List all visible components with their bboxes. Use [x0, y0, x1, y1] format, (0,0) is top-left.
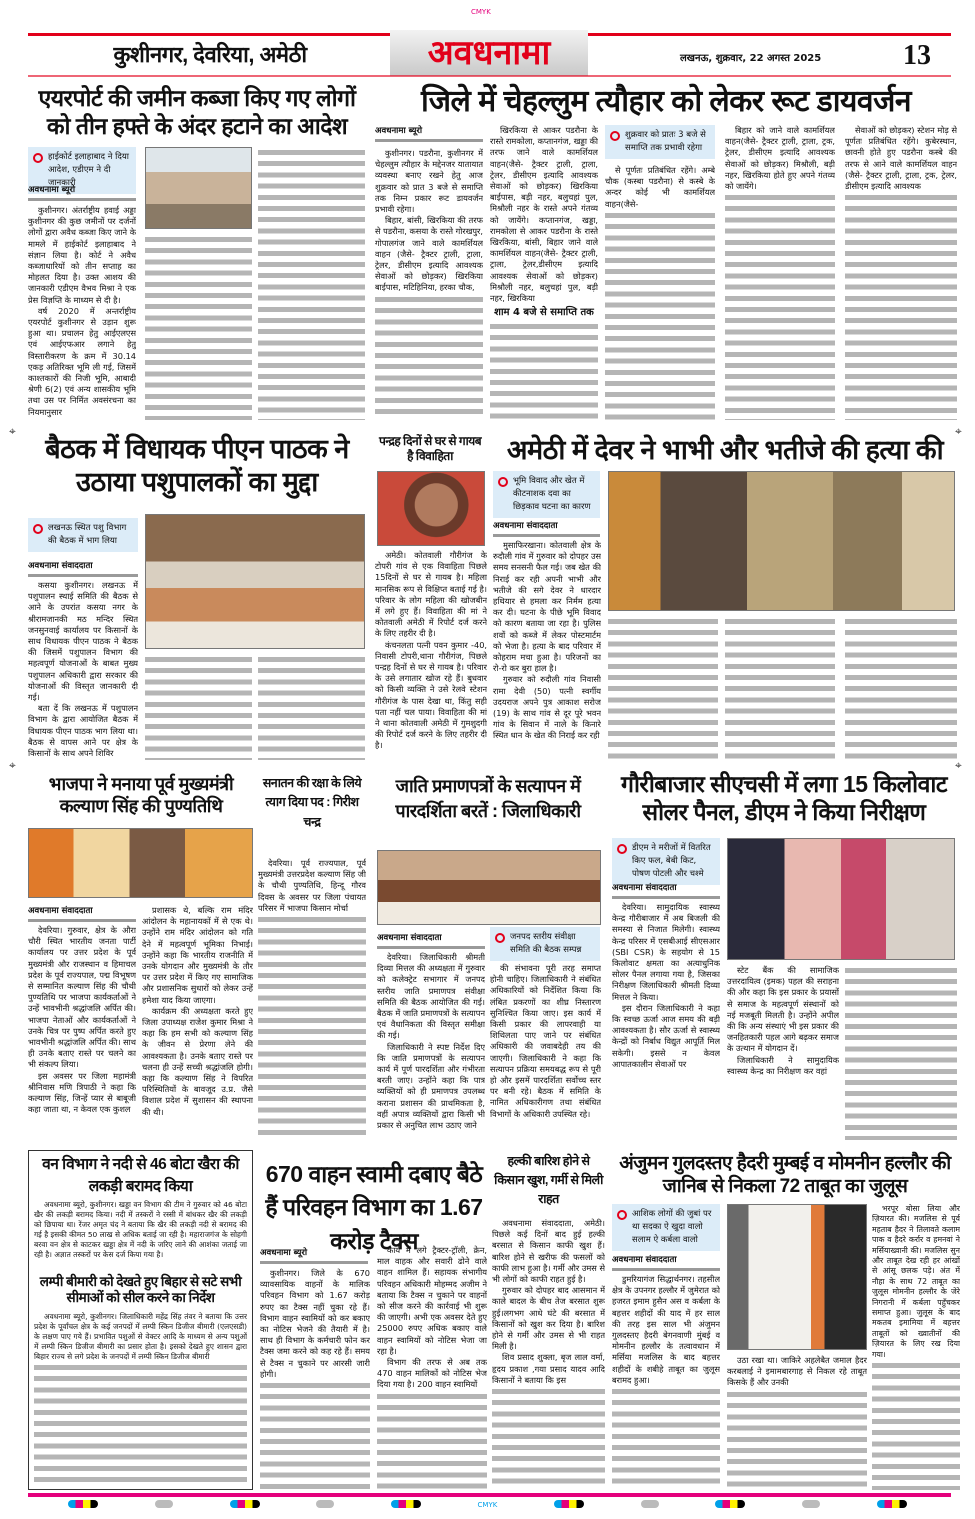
murder-byline: अवधनामा संवाददाता	[493, 520, 600, 537]
caste-highlight	[490, 927, 600, 961]
bjp-headline: भाजपा ने मनाया पूर्व मुख्यमंत्री कल्याण सिंह की पुण्यतिथि	[48, 774, 234, 816]
solar-body-col3	[845, 965, 957, 1140]
highlight-text: भूमि विवाद और खेत में कीटनाशक दवा का छिड़काव घटना का कारण	[513, 476, 591, 512]
body-text-texture	[258, 914, 366, 1140]
paragraph: अमेठी। कोतवाली गौरीगंज के टोपरी गांव से एक विवाहिता पिछले 15दिनों से घर से गायब है। महिला मानसिक रूप से विक्षिप्त बताई गई है। परिवार के लोग महिला की खोजबीन में लगे हुए हैं। विवाहिता की मां ने कोतवाली अमेठी में रिपोर्ट दर्ज करने के लिए तहरीर दी है।	[375, 550, 487, 639]
murder-headline: अमेठी में देवर ने भाभी और भतीजे की हत्या की	[506, 435, 944, 465]
chehlum-body-col3	[605, 165, 715, 420]
high-court-photo	[145, 147, 252, 229]
caste-body-col2	[490, 963, 601, 1140]
collectorate-meeting-photo	[377, 850, 601, 925]
highlight-text: शुक्रवार को प्रातः 3 बजे से समाप्ति तक प्रभावी रहेगा	[625, 130, 706, 153]
body-text-texture	[34, 1362, 247, 1484]
gray-patch-icon	[802, 1500, 820, 1508]
paragraph: शिव प्रसाद शुक्ला, बृज लाल वर्मा, हृदय प्रकाश ,गया प्रसाद यादव आदि किसानों ने बताया कि इस	[492, 1352, 605, 1385]
sanatan-headline: सनातन की रक्षा के लिये त्याग दिया पद : गिरीश चन्द्र	[262, 776, 362, 829]
airport-body-col1	[28, 205, 136, 420]
chehlum-body-col1	[375, 148, 483, 420]
paragraph: बिहार को जाने वाले कामर्शियल वाहन(जैसे- ट्रैक्टर ट्राली, ट्राला, ट्रक, ट्रेलर, डीसीएम इत्यादि आवश्यक सेवाओं को छोड़कर) मिश्रौली, बड़ी नहर, खिरकिया होते हुए अपने गंतव्य को जायेंगे।	[725, 125, 835, 192]
solar-body-col1	[612, 902, 720, 1140]
airport-headline: एयरपोर्ट की जमीन कब्जा किए गए लोगों को तीन हफ्ते के अंदर हटाने का आदेश	[38, 85, 356, 140]
paragraph: गुरुवार को रुदौली गांव निवासी रामा देवी (50) पत्नी स्वर्गीय उदयराज अपने पुत्र आकाश सरोज (19) के साथ गांव से दूर पूरे भवन गांव के सिवान में नाले के किनारे स्थित धान के खेत की निराई कर रही	[493, 674, 601, 741]
solar-body-col2	[727, 965, 839, 1140]
airport-byline: अवधनामा ब्यूरो	[28, 184, 136, 201]
body-text-texture	[845, 192, 957, 420]
tabut-body-col1	[612, 1274, 720, 1490]
chehlum-headline: जिले में चेहल्लुम त्यौहार को लेकर रूट डायवर्जन	[421, 85, 911, 118]
paragraph: की संभावना पूरी तरह समाप्त होनी चाहिए। जिलाधिकारी ने संबंधित अधिकारियों को निर्देशित किया कि लंबित प्रकरणों का शीघ्र निस्तारण सुनिश्चित किया जाए। इस कार्य में किसी प्रकार की लापरवाही या शिथिलता पाए जाने पर संबंधित अधिकारी की जवाबदेही तय की जाएगी। जिलाधिकारी ने कहा कि सत्यापन प्रक्रिया समयबद्ध रूप से पूरी हो और इसमें पारदर्शिता सर्वोच्च स्तर पर बनी रहे। बैठक में समिति के नामित अधिकारीगण तथा संबंधित विभागों के अधिकारी उपस्थित रहे।	[490, 963, 601, 1119]
tabut-headline: अंजुमन गुलदस्तए हैदरी मुम्बई व मोमनीन हल्लौर की जानिब से निकला 72 ताबूत का जुलूस	[619, 1153, 951, 1198]
meeting-photo	[145, 514, 365, 649]
bjp-body-col1	[28, 925, 136, 1140]
gray-patch-icon	[155, 1500, 173, 1508]
paragraph: खिरकिया से आकर पडरौना के रास्ते रामकोला, कप्तानगंज, खड्डा की तरफ जाने वाले कामर्शियल वाहन(जैसे- ट्रैक्टर ट्राली, ट्राला, ट्रेलर, डीसीएम इत्यादि आवश्यक सेवाओं को छोड़कर) खिरकिया बाईपास, बड़ी नहर, बलुचहां पुल, मिश्रौली नहर के रास्ते अपने गंतव्य को जायेंगे। कप्तानगंज, खड्डा, रामकोला से आकर पडरौना के रास्ते खिरकिया, बांसी, बिहार जाने वाले कामर्शियल वाहन(जैसे- ट्रैक्टर ट्राली, ट्राला, ट्रेलर,डीसीएम इत्यादि आवश्यक सेवाओं को छोड़कर) मिश्रौली नहर, बलुचहां पुल, बड़ी नहर, खिरकिया	[490, 125, 598, 304]
gray-patch-icon	[316, 1500, 334, 1508]
paragraph: कार्यक्रम की अध्यक्षता करते हुए जिला उपाध्यक्ष राजेश कुमार मिश्रा ने कहा कि हम सभी को कल्याण सिंह के जीवन से प्रेरणा लेने की आवश्यकता है। उनके बताए रास्ते पर चलना ही उन्हें सच्ची श्रद्धांजलि होगी। कहा कि कल्याण सिंह ने विपरित परिस्थितियों के बावजूद उ.प्र. जैसे विशाल प्रदेश में सुशासन की स्थापना की थी।	[142, 1005, 253, 1117]
body-text-texture	[490, 321, 598, 420]
murder-body-col3	[725, 616, 835, 760]
cmyk-dots-icon	[554, 1500, 584, 1508]
pathak-highlight	[28, 518, 138, 552]
red-circle-icon	[617, 844, 627, 854]
registration-mark-icon: ⌖	[955, 758, 962, 772]
airport-body-col2	[145, 234, 252, 420]
paragraph: जिलाधिकारी ने सामुदायिक स्वास्थ्य केन्द्र का निरीक्षण कर वहां	[727, 1054, 839, 1076]
highlight-text: लखनऊ स्थित पशु विभाग की बैठक में भाग लिया	[48, 523, 127, 546]
red-circle-icon	[610, 131, 620, 141]
cmyk-mark-bottom: CMYK	[477, 1501, 498, 1509]
tax-headline: 670 वाहन स्वामी दबाए बैठे हैं परिवहन विभाग का 1.67 करोड़ टैक्स	[265, 1161, 483, 1254]
dm-inspection-photo	[727, 838, 955, 960]
missing-woman-photo	[377, 471, 485, 546]
highlight-text: डीएम ने मरीजों में वितरित किए फल, बेबी किट, पोषण पोटली और चश्मे	[632, 843, 711, 879]
chehlum-byline: अवधनामा ब्यूरो	[375, 125, 483, 142]
body-text-texture	[845, 965, 957, 1140]
logo-text: अवधनामा	[427, 34, 551, 72]
body-text-texture	[258, 654, 365, 760]
solar-headline: गौरीबाजार सीएचसी में लगा 15 किलोवाट सोलर पैनल, डीएम ने किया निरीक्षण	[621, 771, 947, 826]
body-text-texture	[605, 210, 715, 420]
paragraph: गुरुवार को दोपहर बाद आसमान में काले बादल के बीच तेज बरसात शुरू हुई।लगभग आधे घंटे की बरसात में किसानों को खुश कर दिया है। बारिश होने से गर्मी और उमस से भी राहत मिली है।	[492, 1285, 605, 1352]
highlight-text: जनपद स्तरीय संवीक्षा समिति की बैठक सम्पन्न	[510, 932, 582, 955]
body-text-texture	[492, 1386, 605, 1490]
cmyk-dots-icon	[68, 1500, 98, 1508]
rain-headline: हल्की बारिश होने से किसान खुश, गर्मी से मिली राहत	[494, 1154, 603, 1206]
body-text-texture	[258, 147, 365, 420]
chehlum-body-col5	[845, 125, 957, 420]
chehlum-highlight	[605, 125, 715, 159]
paragraph: भरपूर बोसा लिया और ज़ियारत की। मजलिस से पूर्व महताब हैदर ने तिलावते कलाम पाक व हैदरे कर्रार व हमनवां ने मर्सियाख्वानी की। मजलिस सुन और ताबूत देख रही हर आंखों से आंसू छलक पड़े। अंत में नौहा के साथ 72 ताबूत का जुलूस मोमनीन हल्लौर के जेरे निगरानी में कर्बला पहुँचकर समाप्त हुआ। जुलूस के बाद मकतब इमामिया में बहत्तर ताबूतों को ख्वातीनों की ज़ियारत के लिए रख दिया गया।	[872, 1204, 960, 1359]
paragraph: इस दौरान जिलाधिकारी ने कहा कि स्वच्छ ऊर्जा आज समय की बड़ी आवश्यकता है। सौर ऊर्जा से स्वास्थ्य केन्द्रों को निर्बाध विद्युत आपूर्ति मिल सकेगी। इससे न केवल आपातकालीन सेवाओं पर	[612, 1002, 720, 1069]
registration-mark-icon: ⌖	[955, 424, 962, 438]
tabut-highlight	[612, 1204, 720, 1251]
paragraph: विभाग की तरफ से अब तक 470 वाहन मालिकों को नोटिस भेज दिया गया है। 200 वाहन स्वामियों	[377, 1357, 487, 1390]
murder-body-col4	[845, 616, 957, 760]
chehlum-subhead: शाम 4 बजे से समाप्ति तक	[494, 307, 594, 319]
tabut-body-col3	[872, 1204, 960, 1490]
forest-body	[34, 1200, 247, 1270]
murder-highlight	[493, 471, 600, 518]
lumpy-headline: लम्पी बीमारी को देखते हुए बिहार से सटे सभी सीमाओं को सील करने का निर्देश	[39, 1274, 242, 1306]
paragraph: बता दें कि लखनऊ में पशुपालन विभाग के द्वारा आयोजित बैठक में विधायक पीएन पाठक भाग लिया था। बैठक से वापस आने पर क्षेत्र के किसानों के साथ अपने शिविर	[28, 703, 138, 759]
solar-byline: अवधनामा संवाददाता	[612, 882, 720, 899]
highlight-text: आशिक लोगों की जुबां पर था सदका ऐ खुदा वालो सलाम ऐ कर्बला वालो	[632, 1209, 712, 1245]
body-text-texture	[377, 1391, 487, 1490]
paragraph: बिहार, बांसी, खिरकिया की तरफ से पडरौना, कसया के रास्ते गोरखपुर, गोपालगंज जाने वाले कामर्शियल वाहन (जैसे- ट्रैक्टर ट्राली, ट्राला, ट्रेलर, डीसीएम इत्यादि आवश्यक सेवाओं को छोड़कर) खिरकिया बाईपास, मटिहिनिया, हरका चौक,	[375, 215, 483, 293]
body-text-texture	[727, 1389, 867, 1490]
tabut-byline: अवधनामा संवाददाता	[612, 1254, 720, 1271]
registration-mark-icon: ⌖	[9, 424, 16, 438]
footer-rule	[28, 1493, 951, 1497]
paragraph: अवधनामा ब्यूरो, कुशीनगर। खड्डा वन विभाग की टीम ने गुरुवार को 46 बोटा खैर की लकड़ी बरामद किया। नदी में तस्करों ने रस्सी में बांधकर खैर की लकड़ी को छिपाया था। रेंजर अमृत चंद ने बताया कि खैर की लकड़ी नदी से बरामद की गई है इसकी कीमत 50 लाख से अधिक बताई जा रही है। महाराजगंज के सोहगी बरवा वन क्षेत्र से काटकर खड्डा क्षेत्र में नदी के जरिए लाने की आशंका जताई जा रही है। अज्ञात तस्करों पर केस दर्ज किया गया है।	[34, 1200, 247, 1259]
body-text-texture	[612, 1386, 720, 1490]
registration-mark-icon: ⌖	[9, 758, 16, 772]
paragraph: डुमरियागंज सिद्धार्थनगर। तहसील क्षेत्र के उपनगर हल्लौर में जुमेरात को हजरत इमाम हुसैन अस व कर्बला के बहत्तर शहीदों की याद में हर साल की तरह इस साल भी अंजुमन गुलदस्तए हैदरी बेगनवाणी मुंबई व मोमनीन हल्लौर के तत्वावधान में मर्सिया मजलिस के बाद बहत्तर शहीदों के शबीहे ताबूत का जुलूस बरामद हुआ।	[612, 1274, 720, 1385]
pathak-body-col1	[28, 580, 138, 760]
body-text-texture	[725, 616, 835, 760]
forest-headline: वन विभाग ने नदी से 46 बोटा खैरा की लकड़ी बरामद किया	[42, 1156, 239, 1195]
cmyk-dots-icon	[715, 1500, 745, 1508]
pathak-body-col2	[145, 654, 252, 760]
paragraph: अवधनामा संवाददाता, अमेठी। पिछले कई दिनों बाद हुई हल्की बरसात से किसान काफी खुश हैं। बारिश होने से खरीफ की फसलों को काफी लाभ हुआ है। गर्मी और उमस से भी लोगों को काफी राहत हुई है।	[492, 1218, 605, 1285]
missing-body	[375, 550, 487, 760]
procession-photo	[727, 1204, 867, 1350]
chehlum-body-col2	[490, 125, 598, 420]
body-text-texture	[725, 192, 835, 420]
paragraph: प्रशासक थे, बल्कि राम मंदिर आंदोलन के महानायकों में से एक थे। उन्होंने राम मंदिर आंदोलन को गति देने में महत्वपूर्ण भूमिका निभाई। उन्होंने कहा कि भारतीय राजनीति में उनके योगदान और मुख्यमंत्री के तौर पर उत्तर प्रदेश में किए गए सामाजिक और प्रशासनिक सुधारों को लेकर उन्हें हमेशा याद किया जाएगा।	[142, 905, 253, 1005]
gray-patch-icon	[641, 1500, 659, 1508]
color-bar-dots	[0, 1500, 975, 1510]
paragraph: कार्य में लगे ट्रैक्टर-ट्रॉली, क्रेन, माल वाहक और सवारी ढोने वाले वाहन शामिल हैं। सहायक संभागीय परिवहन अधिकारी मोहम्मद अजीम ने बताया कि टैक्स न चुकाने पर वाहनों को सीज करने की कार्रवाई भी शुरू की जाएगी। अभी एक अवसर देते हुए 25000 रुपए अधिक बकाए वाले वाहन स्वामियों को नोटिस भेजा जा रहा है।	[377, 1245, 487, 1356]
paragraph: स्टेट बैंक की सामाजिक उत्तरदायित्व (इमक) पहल की सराहना की और कहा कि इस प्रकार के प्रयासों से समाज के महत्वपूर्ण संस्थानों को नई मजबूती मिलती है। उन्होंने अपील की कि अन्य संस्थाएं भी इस प्रकार की जनहितकारी पहल आगे बढ़कर समाज के उत्थान में योगदान दें।	[727, 965, 839, 1054]
missing-headline: पन्द्रह दिनों से घर से गायब है विवाहिता	[378, 434, 482, 463]
caste-byline: अवधनामा संवाददाता	[377, 932, 485, 949]
body-text-texture	[260, 1380, 370, 1490]
paragraph: अवधनामा ब्यूरो, कुशीनगर। जिलाधिकारी महेंद्र सिंह तंवर ने बताया कि उत्तर प्रदेश के पूर्वांचल क्षेत्र के कई जनपदों में लम्पी स्किन डिजीज बीमारी (एलएसडी) के लक्षण पाए गये हैं। प्रभावित पशुओं से वेक्टर आदि के माध्यम से अन्य पशुओं में लम्पी स्किन डिजीज बीमारी का प्रसार होता है। इसको देखते हुए शासन द्वारा बिहार राज्य से लगे प्रदेश के जनपदों में लम्पी स्किन डिजीज बीमारी	[34, 1312, 247, 1361]
caste-headline: जाति प्रमाणपत्रों के सत्यापन में पारदर्शिता बरतें : जिलाधिकारी	[395, 776, 581, 822]
pathak-headline: बैठक में विधायक पीएन पाठक ने उठाया पशुपालकों का मुद्दा	[45, 434, 349, 497]
solar-highlight	[612, 838, 720, 885]
bjp-byline: अवधनामा संवाददाता	[28, 905, 136, 922]
pathak-byline: अवधनामा संवाददाता	[28, 560, 138, 577]
red-circle-icon	[33, 153, 43, 163]
murder-body-col1	[493, 540, 601, 760]
tax-byline: अवधनामा ब्यूरो	[260, 1247, 368, 1264]
paragraph: कसया कुशीनगर। लखनऊ में पशुपालन स्थाई समिति की बैठक से आने के उपरांत कसया नगर के श्रीरामजानकी मठ मन्दिर स्थित जनसुनवाई कार्यालय पर किसानों के साथ विधायक पीएन पाठक ने बैठक की जिसमें पशुपालन विभाग की महत्वपूर्ण योजनाओं के बाबत मुख्य पशुपालन अधिकारी द्वारा सरकार की योजनाओं की विस्तृत जानकारी दी गई।	[28, 580, 138, 703]
tabut-body-col2	[727, 1355, 867, 1490]
paragraph: मुसाफिरखाना। कोतवाली क्षेत्र के रुदौली गांव में गुरुवार को दोपहर उस समय सनसनी फैल गई। जब खेत की निराई कर रही अपनी भाभी और भतीजे की सगे देवर ने धारदार हथियार से हमला कर निर्मम हत्या कर दी। घटना के पीछे भूमि विवाद को कारण बताया जा रहा है। पुलिस शवों को कब्जे में लेकर पोस्टमार्टम को भेजा है। हत्या के बाद परिवार में कोहराम मचा हुआ है। परिजनों का रो-रो कर बुरा हाल है।	[493, 540, 601, 674]
body-text-texture	[845, 616, 957, 760]
paragraph: देवरिया। जिलाधिकारी श्रीमती दिव्या मित्तल की अध्यक्षता में गुरुवार को कलेक्ट्रेट सभागार में जनपद स्तरीय जाति प्रमाणपत्र संवीक्षा समिति की बैठक आयोजित की गई। बैठक में जाति प्रमाणपत्रों के सत्यापन एवं वैधानिकता की विस्तृत समीक्षा की गई।	[377, 952, 485, 1041]
cmyk-dots-icon	[877, 1500, 907, 1508]
police-crowd-photo	[608, 471, 955, 611]
red-circle-icon	[617, 1210, 627, 1220]
tax-body-col1	[260, 1268, 370, 1490]
paragraph: इस अवसर पर जिला महामंत्री श्रीनिवास मणि त्रिपाठी ने कहा कि कल्याण सिंह, जिन्हें प्यार से बाबूजी कहा जाता था, न केवल एक कुशल	[28, 1070, 136, 1115]
cmyk-dots-icon	[230, 1500, 260, 1508]
paragraph: वर्ष 2020 में अन्तर्राष्ट्रीय एयरपोर्ट कुशीनगर से उड़ान शुरू हुआ था। प्रचालन हेतु आईएलएस एवं आईएफआर लगाने हेतु विस्तारीकरण के क्रम में 30.14 एकड़ अतिरिक्त भूमि ली गई, जिसमें काश्तकारों की निजी भूमि, आबादी श्रेणी 6(2) एवं अन्य शासकीय भूमि तथा उस पर निर्मित अवसंरचना का नियमानुसार	[28, 305, 136, 417]
body-text-texture	[145, 234, 252, 420]
tax-body-col2	[377, 1245, 487, 1490]
masthead-logo	[390, 30, 588, 76]
sanatan-body	[258, 858, 366, 1140]
red-circle-icon	[33, 524, 43, 534]
paragraph: कुशीनगर। अंतर्राष्ट्रीय हवाई अड्डा कुशीनगर की कुछ जमीनों पर दर्जनों लोगों द्वारा अवैध कब्जा किए जाने के मामले में हाईकोर्ट इलाहाबाद ने संज्ञान लिया है। कोर्ट ने अवैध कब्जाधारियों को तीन सप्ताह का मोहलत दिया है। उक्त आशय की जानकारी एडीएम वैभव मिश्रा ने एक प्रेस विज्ञप्ति के माध्यम से दी है।	[28, 205, 136, 305]
tribute-photo	[28, 828, 253, 898]
paragraph: देवरिया। सामुदायिक स्वास्थ्य केन्द्र गौरीबाजार में अब बिजली की समस्या से निजात मिलेगी। स्वास्थ्य केन्द्र परिसर में एसबीआई सीएसआर (SBI CSR) के सहयोग से 15 किलोवाट क्षमता का अत्याधुनिक सोलर पैनल लगाया गया है, जिसका निरीक्षण जिलाधिकारी श्रीमती दिव्या मित्तल ने किया।	[612, 902, 720, 1002]
red-circle-icon	[495, 933, 505, 943]
body-text-texture	[145, 654, 252, 760]
highlight-text: हाईकोर्ट इलाहाबाद ने दिया आदेश, एडीएम ने दी जानकारी	[48, 152, 129, 188]
airport-body-col3	[258, 147, 365, 420]
caste-body-col1	[377, 952, 485, 1140]
murder-body-col2	[608, 616, 718, 760]
body-text-texture	[375, 294, 483, 420]
rain-body	[492, 1218, 605, 1490]
red-circle-icon	[498, 477, 508, 487]
pathak-body-col3	[258, 654, 365, 760]
body-text-texture	[608, 616, 718, 760]
paragraph: उठा रखा था। जाकिरे अहलेबैत जमाल हैदर करबलाई ने इमामबारगाह से निकल रहे ताबूत किसके हैं और उनकी	[727, 1355, 867, 1388]
paragraph: जिलाधिकारी ने स्पष्ट निर्देश दिए कि जाति प्रमाणपत्रों के सत्यापन कार्य में पूर्ण पारदर्शिता और गंभीरता बरती जाए। उन्होंने कहा कि पात्र व्यक्तियों को ही प्रमाणपत्र उपलब्ध कराना प्रशासन की प्राथमिकता है, वहीं अपात्र व्यक्तियों द्वारा किसी भी प्रकार से अनुचित लाभ उठाए जाने	[377, 1041, 485, 1131]
section-title: कुशीनगर, देवरिया, अमेठी	[113, 42, 307, 67]
lumpy-body	[34, 1312, 247, 1484]
paragraph: कंचनलता पत्नी पवन कुमार -40, निवासी टोपरी,थाना गौरीगंज, पिछले पन्द्रह दिनों से घर से गायब है। परिवार के उसे लगातार खोज रहे हैं। बुधवार को किसी व्यक्ति ने उसे रेलवे स्टेशन गौरीगंज के पास देखा था, किंतु सही पता नहीं चल पाया। विवाहिता की मां ने थाना कोतवाली अमेठी में गुमशुदगी की रिपोर्ट दर्ज करने के लिए तहरीर दी है।	[375, 639, 487, 751]
dateline: लखनऊ, शुक्रवार, 22 अगस्त 2025	[680, 53, 822, 64]
cmyk-dots-icon	[391, 1500, 421, 1508]
page-number: 13	[903, 40, 931, 71]
paragraph: कुशीनगर। जिले के 670 व्यावसायिक वाहनों के मालिक परिवहन विभाग को 1.67 करोड़ रुपए का टैक्स नहीं चुका रहे हैं। विभाग वाहन स्वामियों को कर बकाए का नोटिस भेजने की तैयारी में है। साथ ही विभाग के कर्मचारी फोन कर टैक्स जमा करने को कह रहे हैं। समय से टैक्स न चुकाने पर आरसी जारी होगी।	[260, 1268, 370, 1379]
chehlum-body-col4	[725, 125, 835, 420]
body-text-texture	[872, 1360, 960, 1490]
paragraph: देवरिया। गुरुवार, क्षेत्र के औरा चौरी स्थित भारतीय जनता पार्टी कार्यालय पर उत्तर प्रदेश के पूर्व मुख्यमंत्री और राजस्थान व हिमाचल प्रदेश के पूर्व राज्यपाल, पद्म विभूषण से सम्मानित कल्याण सिंह की चौथी पुण्यतिथि पर भाजपा कार्यकर्ताओं ने उन्हें भावभीनी श्रद्धांजलि अर्पित की। भाजपा नेताओं और कार्यकर्ताओं ने उनके चित्र पर पुष्प अर्पित करते हुए भावभीनी श्रद्धांजलि अर्पित की। साथ ही उनके बताए रास्ते पर चलने का भी संकल्प लिया।	[28, 925, 136, 1070]
header-bottom-rule	[28, 75, 951, 77]
paragraph: सेवाओं को छोड़कर) स्टेशन मोड़ से पूर्णतः प्रतिबंधित रहेंगे। कुबेरस्थान, छावनी होते हुए पडरौना कस्बे की तरफ से आने वाले कामर्शियल वाहन (जैसे- ट्रैक्टर ट्राली, ट्राला, ट्रक, ट्रेलर, डीसीएम इत्यादि आवश्यक	[845, 125, 957, 192]
bjp-body-col2	[142, 905, 253, 1140]
paragraph: कुशीनगर। पडरौना, कुशीनगर में चेहल्लुम त्यौहार के मद्देनजर यातायात व्यवस्था बनाए रखने हेतु आज शुक्रवार को प्रात 3 बजे से समाप्ति तक निम्न प्रकार रूट डायवर्जन प्रभावी रहेगा।	[375, 148, 483, 215]
paragraph: से पूर्णतः प्रतिबंधित रहेंगे। अम्बे चौक (कस्बा पडरौना) से कस्बे के अन्दर कोई भी कामर्शियल वाहन(जैसे-	[605, 165, 715, 209]
cmyk-mark-top: CMYK	[471, 8, 491, 16]
paragraph: देवरिया। पूर्व राज्यपाल, पूर्व मुख्यमंत्री उत्तरप्रदेश कल्याण सिंह जी के चौथी पुण्यतिथि, हिन्दू गौरव दिवस के अवसर पर जिला पंचायत परिसर में भाजपा किसान मोर्चा	[258, 858, 366, 913]
